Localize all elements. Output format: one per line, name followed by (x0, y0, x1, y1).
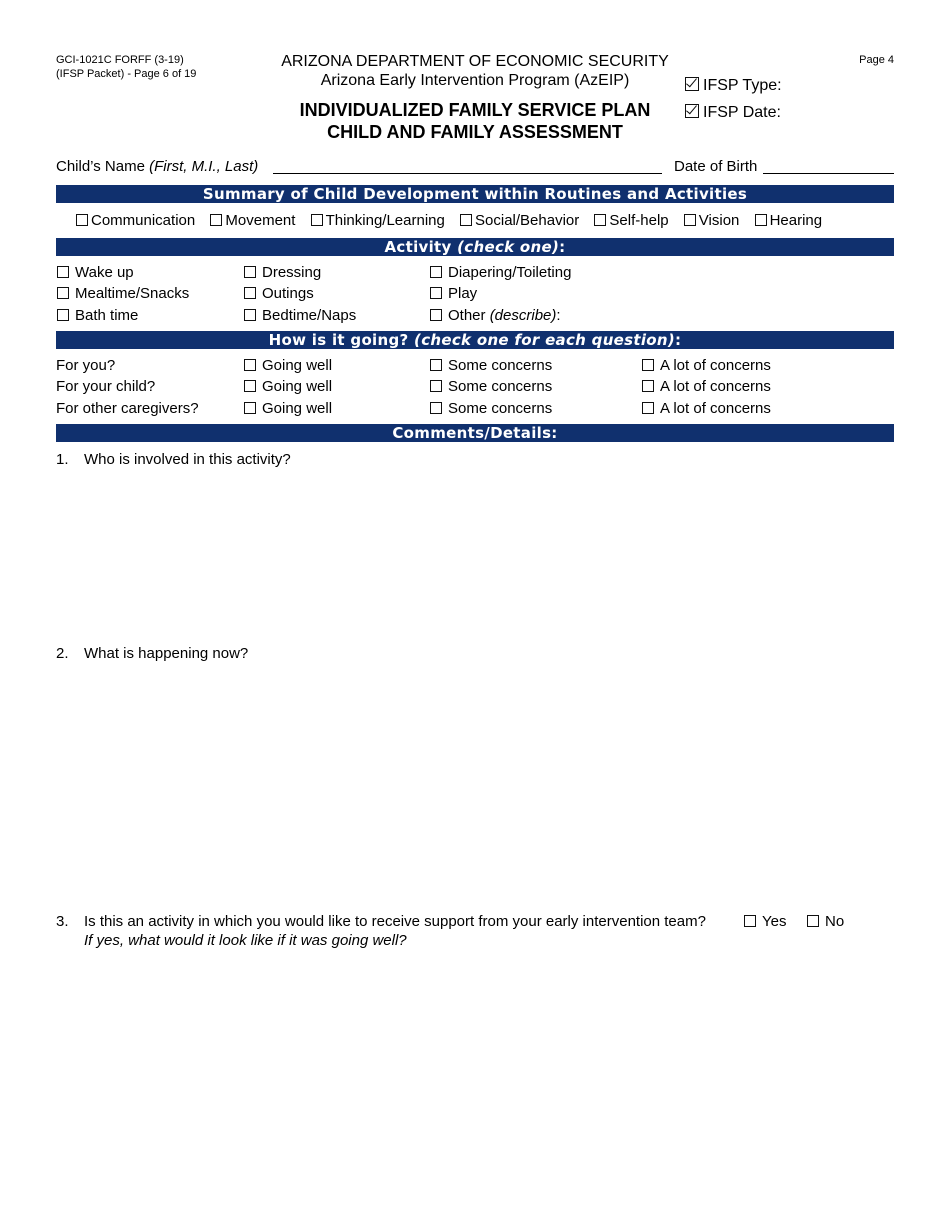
checkbox-icon (460, 214, 472, 226)
checkbox-icon (744, 915, 756, 927)
q3-no-option[interactable]: No (807, 913, 844, 931)
question-2-answer-area[interactable] (84, 670, 894, 900)
checkbox-icon (430, 359, 442, 371)
child-lot-concerns[interactable]: A lot of concerns (642, 378, 771, 396)
caregivers-lot-concerns[interactable]: A lot of concerns (642, 400, 771, 418)
activity-play[interactable]: Play (430, 285, 477, 303)
child-name-input[interactable] (273, 173, 662, 174)
checkbox-icon (244, 380, 256, 392)
activity-other[interactable]: Other (describe): (430, 307, 561, 325)
q3-yes-option[interactable]: Yes (744, 913, 786, 931)
checkbox-icon (57, 266, 69, 278)
checkbox-icon (642, 380, 654, 392)
you-going-well[interactable]: Going well (244, 357, 332, 375)
checkbox-icon (244, 287, 256, 299)
going-heading: How is it going? (check one for each question): (56, 331, 894, 349)
question-2-number: 2. (56, 645, 69, 662)
child-going-well[interactable]: Going well (244, 378, 332, 396)
checkbox-icon (642, 359, 654, 371)
ifsp-date-field (685, 103, 781, 122)
checkbox-icon (430, 287, 442, 299)
checkbox-icon (57, 287, 69, 299)
ifsp-type-field (685, 76, 782, 95)
activity-mealtime[interactable]: Mealtime/Snacks (57, 285, 189, 303)
checkbox-icon (430, 266, 442, 278)
question-for-caregivers: For other caregivers? (56, 400, 199, 417)
ifsp-type-label: IFSP Type: (703, 77, 782, 94)
caregivers-going-well[interactable]: Going well (244, 400, 332, 418)
domain-hearing[interactable]: Hearing (755, 212, 823, 229)
domain-options (76, 212, 822, 230)
page-number: Page 4 (859, 54, 894, 66)
domain-social[interactable]: Social/Behavior (460, 212, 579, 229)
checkbox-icon (210, 214, 222, 226)
checkbox-icon (311, 214, 323, 226)
you-lot-concerns[interactable]: A lot of concerns (642, 357, 771, 375)
domain-movement[interactable]: Movement (210, 212, 295, 229)
domain-vision[interactable]: Vision (684, 212, 740, 229)
checkbox-icon (244, 309, 256, 321)
checkbox-icon (430, 402, 442, 414)
comments-heading: Comments/Details: (56, 424, 894, 442)
activity-dressing[interactable]: Dressing (244, 264, 321, 282)
activity-outings[interactable]: Outings (244, 285, 314, 303)
activity-diapering[interactable]: Diapering/Toileting (430, 264, 571, 282)
activity-bedtime[interactable]: Bedtime/Naps (244, 307, 356, 325)
program-name: Arizona Early Intervention Program (AzEIP) (320, 72, 630, 89)
checkbox-icon (57, 309, 69, 321)
question-for-child: For your child? (56, 378, 156, 395)
checkbox-icon (430, 309, 442, 321)
checkbox-icon (430, 380, 442, 392)
checked-box-icon[interactable] (685, 77, 699, 91)
form-code: GCI-1021C FORFF (3-19) (56, 54, 184, 66)
question-3-followup: If yes, what would it look like if it was going well? (84, 932, 407, 949)
question-3: Is this an activity in which you would like to receive support from your early intervention team? (84, 913, 706, 930)
checkbox-icon (642, 402, 654, 414)
checkbox-icon (244, 266, 256, 278)
activity-heading: Activity (check one): (56, 238, 894, 256)
checkbox-icon (244, 402, 256, 414)
question-1: Who is involved in this activity? (84, 451, 291, 468)
department-name: ARIZONA DEPARTMENT OF ECONOMIC SECURITY (281, 53, 669, 70)
checkbox-icon (244, 359, 256, 371)
activity-wake-up[interactable]: Wake up (57, 264, 134, 282)
checkbox-icon (755, 214, 767, 226)
summary-heading: Summary of Child Development within Routines and Activities (56, 185, 894, 203)
domain-thinking[interactable]: Thinking/Learning (311, 212, 445, 229)
domain-selfhelp[interactable]: Self-help (594, 212, 668, 229)
form-title: INDIVIDUALIZED FAMILY SERVICE PLAN (299, 100, 651, 120)
question-1-number: 1. (56, 451, 69, 468)
you-some-concerns[interactable]: Some concerns (430, 357, 552, 375)
caregivers-some-concerns[interactable]: Some concerns (430, 400, 552, 418)
domain-communication[interactable]: Communication (76, 212, 195, 229)
child-name-label: Child’s Name (First, M.I., Last) (56, 158, 259, 175)
form-subtitle: CHILD AND FAMILY ASSESSMENT (327, 122, 623, 142)
question-3-answer-area[interactable] (84, 958, 894, 1198)
dob-input[interactable] (763, 173, 894, 174)
activity-bath[interactable]: Bath time (57, 307, 138, 325)
child-some-concerns[interactable]: Some concerns (430, 378, 552, 396)
ifsp-date-label: IFSP Date: (703, 104, 781, 121)
question-1-answer-area[interactable] (84, 475, 894, 635)
checkbox-icon (594, 214, 606, 226)
checkbox-icon (76, 214, 88, 226)
question-3-number: 3. (56, 913, 69, 930)
checkbox-icon (684, 214, 696, 226)
dob-label: Date of Birth (674, 158, 758, 175)
checked-box-icon[interactable] (685, 104, 699, 118)
question-for-you: For you? (56, 357, 116, 374)
checkbox-icon (807, 915, 819, 927)
packet-page: (IFSP Packet) - Page 6 of 19 (56, 68, 197, 80)
question-2: What is happening now? (84, 645, 249, 662)
